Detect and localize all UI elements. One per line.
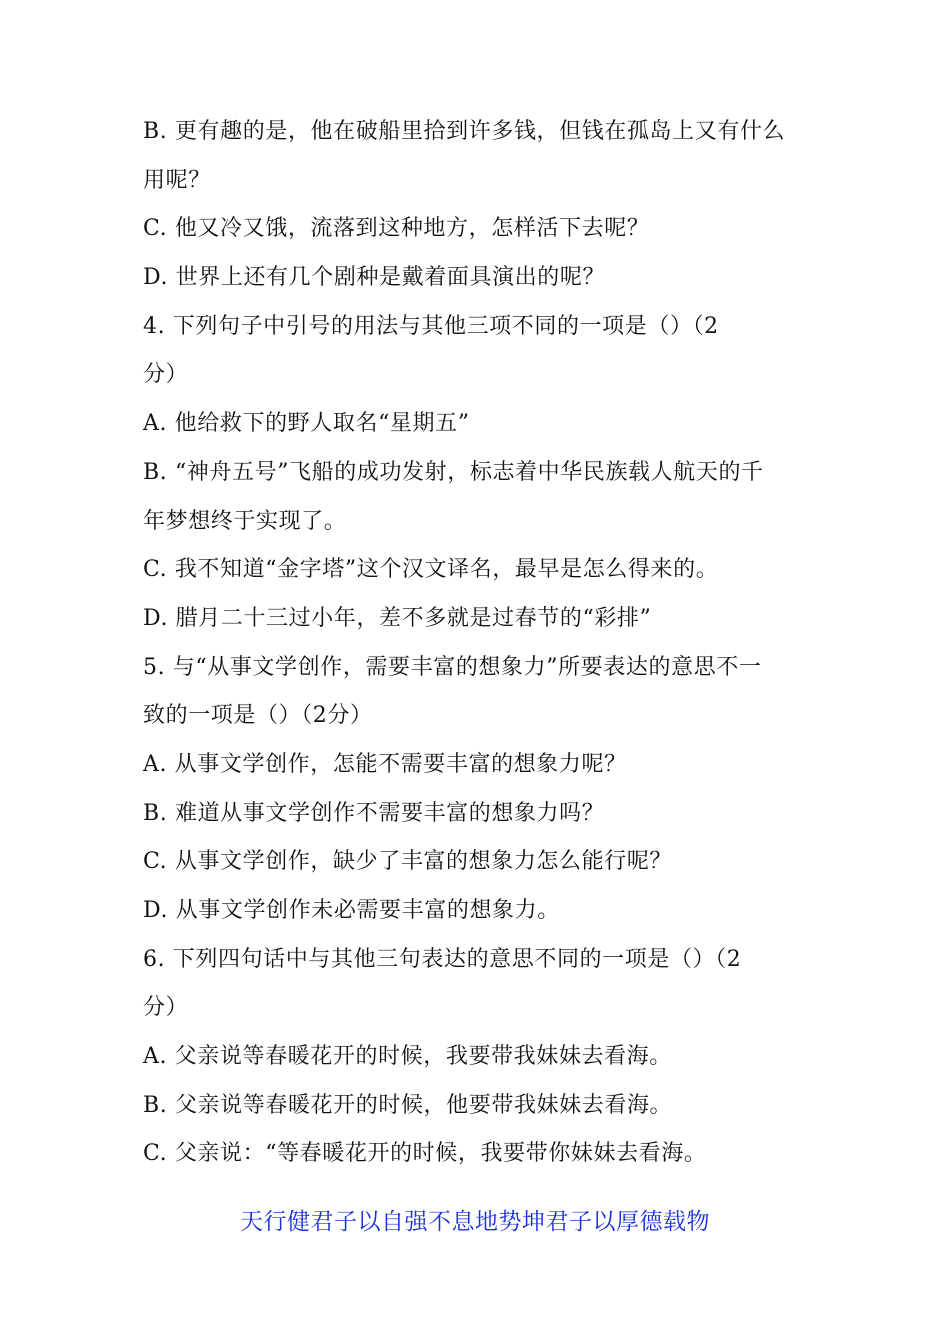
- question-6-stem-cont: 分）: [143, 995, 189, 1021]
- text-line: 用呢？: [143, 167, 211, 193]
- question-4-stem-cont: 分）: [143, 362, 189, 388]
- text-line: D. 世界上还有几个剧种是戴着面具演出的呢？: [143, 265, 606, 291]
- footer-motto: 天行健君子以自强不息地势坤君子以厚德载物: [240, 1209, 710, 1235]
- option-d: D. 从事文学创作未必需要丰富的想象力。: [143, 898, 560, 923]
- option-c: C. 父亲说：“等春暖花开的时候，我要带你妹妹去看海。: [143, 1141, 707, 1167]
- option-b: B. 父亲说等春暖花开的时候，他要带我妹妹去看海。: [143, 1092, 673, 1118]
- option-c: C. 我不知道“金字塔”这个汉文译名，最早是怎么得来的。: [143, 557, 719, 583]
- option-b: B. “神舟五号”飞船的成功发射，标志着中华民族载人航天的千: [143, 459, 764, 485]
- text-line: C. 他又冷又饿，流落到这种地方，怎样活下去呢？: [143, 216, 650, 242]
- question-5-stem-cont: 致的一项是（）（2分）: [143, 703, 373, 729]
- question-5-stem: 5. 与“从事文学创作，需要丰富的想象力”所要表达的意思不一: [143, 654, 762, 680]
- option-c: C. 从事文学创作，缺少了丰富的想象力怎么能行呢？: [143, 849, 673, 875]
- option-d: D. 腊月二十三过小年，差不多就是过春节的“彩排”: [143, 605, 652, 631]
- option-a: A. 父亲说等春暖花开的时候，我要带我妹妹去看海。: [143, 1044, 672, 1070]
- option-a: A. 他给救下的野人取名“星期五”: [143, 411, 470, 437]
- text-line: B. 更有趣的是，他在破船里拾到许多钱，但钱在孤岛上又有什么: [143, 119, 786, 144]
- document-body: [143, 108, 803, 1179]
- option-b: B. 难道从事文学创作不需要丰富的想象力吗？: [143, 800, 605, 826]
- question-6-stem: 6. 下列四句话中与其他三句表达的意思不同的一项是（）（2: [143, 946, 742, 972]
- option-a: A. 从事文学创作，怎能不需要丰富的想象力呢？: [143, 751, 627, 777]
- question-4-stem: 4. 下列句子中引号的用法与其他三项不同的一项是（）（2: [143, 313, 719, 339]
- option-b-cont: 年梦想终于实现了。: [143, 508, 347, 534]
